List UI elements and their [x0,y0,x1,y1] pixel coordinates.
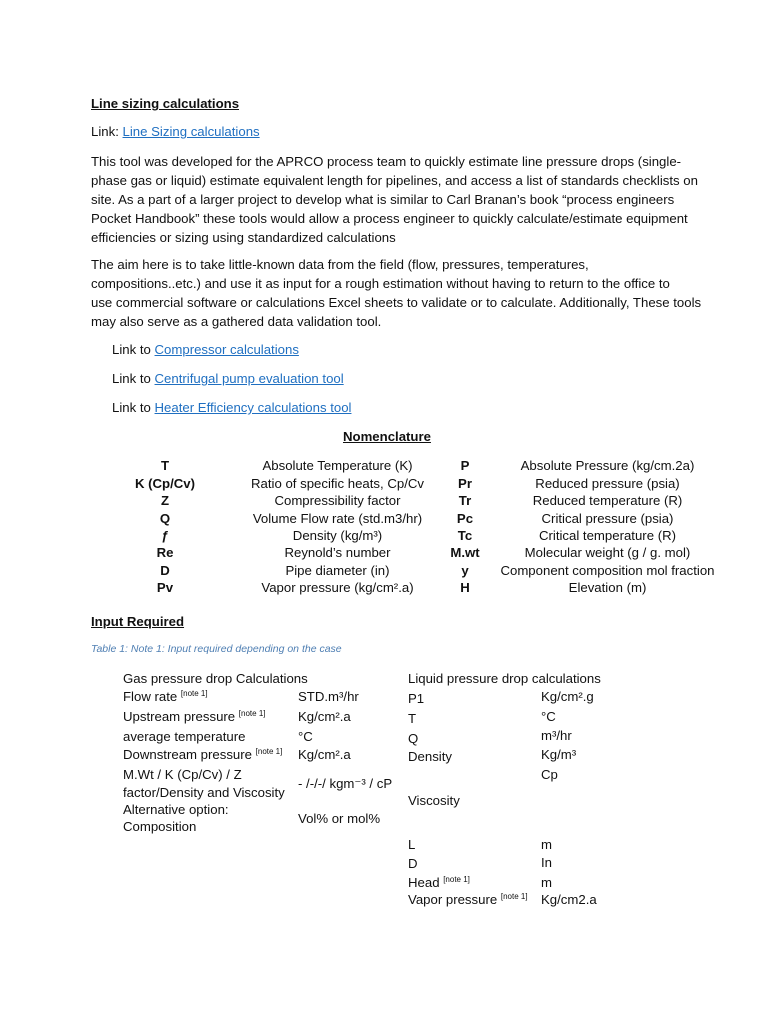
table-row [0,509,768,527]
heater-link-line [112,398,351,417]
symbol: Pv [156,580,174,595]
symbol: Tr [458,493,472,508]
description: Reynold’s number [284,545,391,560]
symbol: Pc [456,511,474,526]
symbol: Pr [458,476,472,491]
pump-evaluation-link[interactable]: Centrifugal pump evaluation tool [154,371,344,386]
symbol: ƒ [161,528,169,543]
gas-row-unit: Kg/cm².a [298,709,351,724]
note-marker: [note 1] [443,875,470,884]
description: Critical temperature (R) [538,528,677,543]
compressor-link-line [112,340,299,359]
gas-row-label-cont: factor/Density and Viscosity [123,785,285,800]
pump-link-line [112,369,344,388]
table-row [0,526,768,544]
gas-row-unit: °C [298,729,313,744]
link-prefix: Link: [91,124,123,139]
description: Volume Flow rate (std.m3/hr) [252,511,423,526]
link-prefix: Link to [112,371,155,386]
label-text: Head [408,875,444,890]
gas-row-label [123,707,265,726]
heater-efficiency-link[interactable]: Heater Efficiency calculations tool [154,400,352,415]
gas-row-unit: STD.m³/hr [298,689,359,704]
table-row [0,456,768,474]
liquid-row-unit: Kg/cm2.a [541,892,597,907]
gas-row-unit: Vol% or mol% [298,811,381,826]
liquid-row-unit: Kg/m³ [541,747,577,762]
description: Absolute Pressure (kg/cm.2a) [520,458,695,473]
aim-paragraph [91,255,702,331]
liquid-row-label: P1 [408,691,425,706]
note-marker: [note 1] [238,709,266,718]
liquid-row-label: Density [408,749,452,764]
line-sizing-link[interactable]: Line Sizing calculations [122,124,260,139]
label-text: Downstream pressure [123,747,256,762]
description: Compressibility factor [274,493,401,508]
gas-row-label-cont: Composition [123,819,197,834]
description: Critical pressure (psia) [541,511,674,526]
symbol: Q [159,511,171,526]
liquid-row-label: L [408,837,416,852]
symbol: P [460,458,470,473]
paragraph-line: site. As a part of a larger project to develop what is similar to Carl Branan’s book “process engineers [91,192,675,207]
description: Vapor pressure (kg/cm².a) [261,580,414,595]
table-row [0,474,768,492]
liquid-row-label: T [408,711,417,726]
symbol: H [460,580,470,595]
description: Reduced temperature (R) [532,493,683,508]
symbol: Z [160,493,170,508]
intro-paragraph [91,152,698,247]
description: Pipe diameter (in) [285,563,390,578]
note-marker: [note 1] [255,747,283,756]
label-text: Flow rate [123,689,181,704]
paragraph-line: phase gas or liquid) estimate equivalent length for pipelines, and access a list of standards checklists on [91,173,698,188]
liquid-row-unit: In [541,855,552,870]
liquid-row-label: Viscosity [408,793,460,808]
description: Elevation (m) [568,580,647,595]
symbol: M.wt [450,545,480,560]
compressor-link[interactable]: Compressor calculations [154,342,299,357]
gas-row-label [123,745,282,764]
nomenclature-title: Nomenclature [343,429,431,444]
description: Ratio of specific heats, Cp/Cv [251,476,424,491]
input-required-title: Input Required [91,614,185,629]
liquid-row-label [408,890,528,909]
symbol: y [461,563,469,578]
table-caption: Table 1: Note 1: Input required depending on the case [91,643,342,655]
liquid-row-unit: °C [541,709,556,724]
liquid-row-unit: m [541,875,552,890]
liquid-row-label: D [408,856,418,871]
symbol: K (Cp/Cv) [134,476,196,491]
paragraph-line: The aim here is to take little-known data from the field (flow, pressures, temperatures, [91,257,589,272]
description: Component composition mol fraction [500,563,715,578]
gas-row-label: average temperature [123,729,246,744]
page-title: Line sizing calculations [91,96,240,111]
symbol: T [160,458,170,473]
paragraph-line: This tool was developed for the APRCO process team to quickly estimate line pressure drops (single- [91,154,682,169]
paragraph-line: compositions..etc.) and use it as input for a rough estimation without having to return to the office to [91,276,670,291]
liquid-row-label: Q [408,731,419,746]
liquid-table-title: Liquid pressure drop calculations [408,671,601,686]
note-marker: [note 1] [500,892,528,901]
description: Density (kg/m³) [292,528,383,543]
table-row [0,578,768,596]
note-marker: [note 1] [180,689,208,698]
gas-row-unit: Kg/cm².a [298,747,351,762]
paragraph-line: Pocket Handbook” these tools would allow a process engineer to quickly calculate/estimate equipment [91,211,688,226]
link-prefix: Link to [112,400,155,415]
table-row [0,543,768,561]
paragraph-line: use commercial software or calculations Excel sheets to validate or to calculate. Additionally, These tools [91,295,702,310]
gas-row-unit: - /-/-/ kgm⁻³ / cP [298,776,393,791]
description: Absolute Temperature (K) [262,458,413,473]
link-prefix: Link to [112,342,155,357]
liquid-row-unit: Kg/cm².g [541,689,594,704]
table-row [0,491,768,509]
gas-table-title: Gas pressure drop Calculations [123,671,308,686]
label-text: Upstream pressure [123,709,239,724]
liquid-row-unit: m [541,837,552,852]
paragraph-line: may also serve as a gathered data validation tool. [91,314,382,329]
line-sizing-link-line [91,122,260,141]
description: Reduced pressure (psia) [535,476,680,491]
symbol: D [160,563,170,578]
symbol: Tc [457,528,473,543]
liquid-row-unit: m³/hr [541,728,572,743]
label-text: Vapor pressure [408,892,501,907]
gas-row-label: M.Wt / K (Cp/Cv) / Z [123,767,242,782]
table-row [0,561,768,579]
paragraph-line: efficiencies or sizing using standardized calculations [91,230,396,245]
gas-row-label [123,687,208,706]
symbol: Re [156,545,174,560]
liquid-row-unit: Cp [541,767,558,782]
description: Molecular weight (g / g. mol) [524,545,691,560]
gas-row-label: Alternative option: [123,802,229,817]
